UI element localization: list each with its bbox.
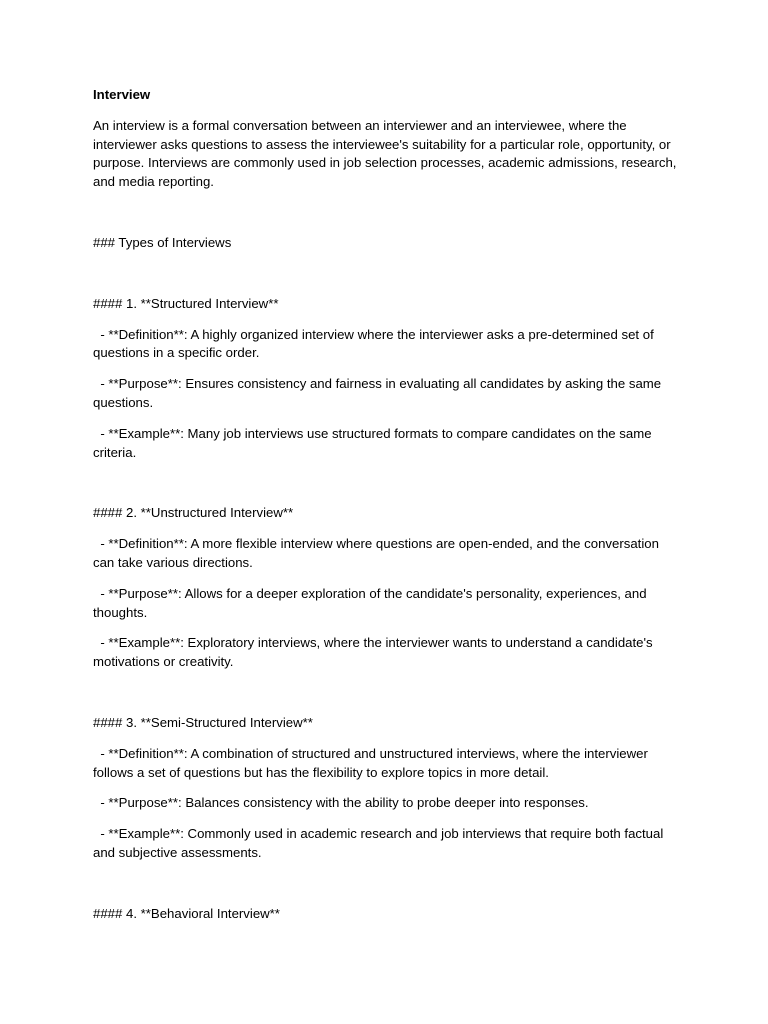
bullet-example: - **Example**: Many job interviews use structured formats to compare candidates on the same criteria. xyxy=(93,425,656,460)
spacer xyxy=(93,875,683,905)
section-behavioral xyxy=(93,905,683,924)
spacer xyxy=(93,265,683,295)
section-semi-structured xyxy=(93,714,683,863)
document-page xyxy=(93,86,683,936)
types-heading: ### Types of Interviews xyxy=(93,234,232,250)
section-heading: #### 1. **Structured Interview** xyxy=(93,295,279,311)
intro-paragraph: An interview is a formal conversation between an interviewer and an interviewee, where the interviewer asks questions to assess the interviewee's suitability for a particular role, opportunity, or purpose. Interviews are commonly used in job selection processes, academic admissions, research, and media reporting. xyxy=(93,117,677,190)
bullet-example: - **Example**: Exploratory interviews, where the interviewer wants to understand a candidate's motivations or creativity. xyxy=(93,635,657,670)
section-heading: #### 3. **Semi-Structured Interview** xyxy=(93,714,313,730)
section-heading: #### 2. **Unstructured Interview** xyxy=(93,505,294,521)
bullet-definition: - **Definition**: A more flexible interview where questions are open-ended, and the conversation can take various directions. xyxy=(93,536,663,570)
bullet-example: - **Example**: Commonly used in academic research and job interviews that require both factual and subjective assessments. xyxy=(93,826,667,860)
section-structured xyxy=(93,295,683,463)
bullet-purpose: - **Purpose**: Balances consistency with the ability to probe deeper into responses. xyxy=(93,795,589,811)
document-title: Interview xyxy=(93,87,151,102)
bullet-purpose: - **Purpose**: Ensures consistency and fairness in evaluating all candidates by asking the same questions. xyxy=(93,376,665,410)
bullet-definition: - **Definition**: A combination of structured and unstructured interviews, where the interviewer follows a set of questions but has the flexibility to explore topics in more detail. xyxy=(93,745,652,780)
bullet-purpose: - **Purpose**: Allows for a deeper exploration of the candidate's personality, experiences, and thoughts. xyxy=(93,585,651,620)
spacer xyxy=(93,474,683,504)
section-heading: #### 4. **Behavioral Interview** xyxy=(93,905,280,921)
spacer xyxy=(93,684,683,714)
section-unstructured xyxy=(93,504,683,672)
bullet-definition: - **Definition**: A highly organized interview where the interviewer asks a pre-determined set of questions in a specific order. xyxy=(93,326,658,361)
